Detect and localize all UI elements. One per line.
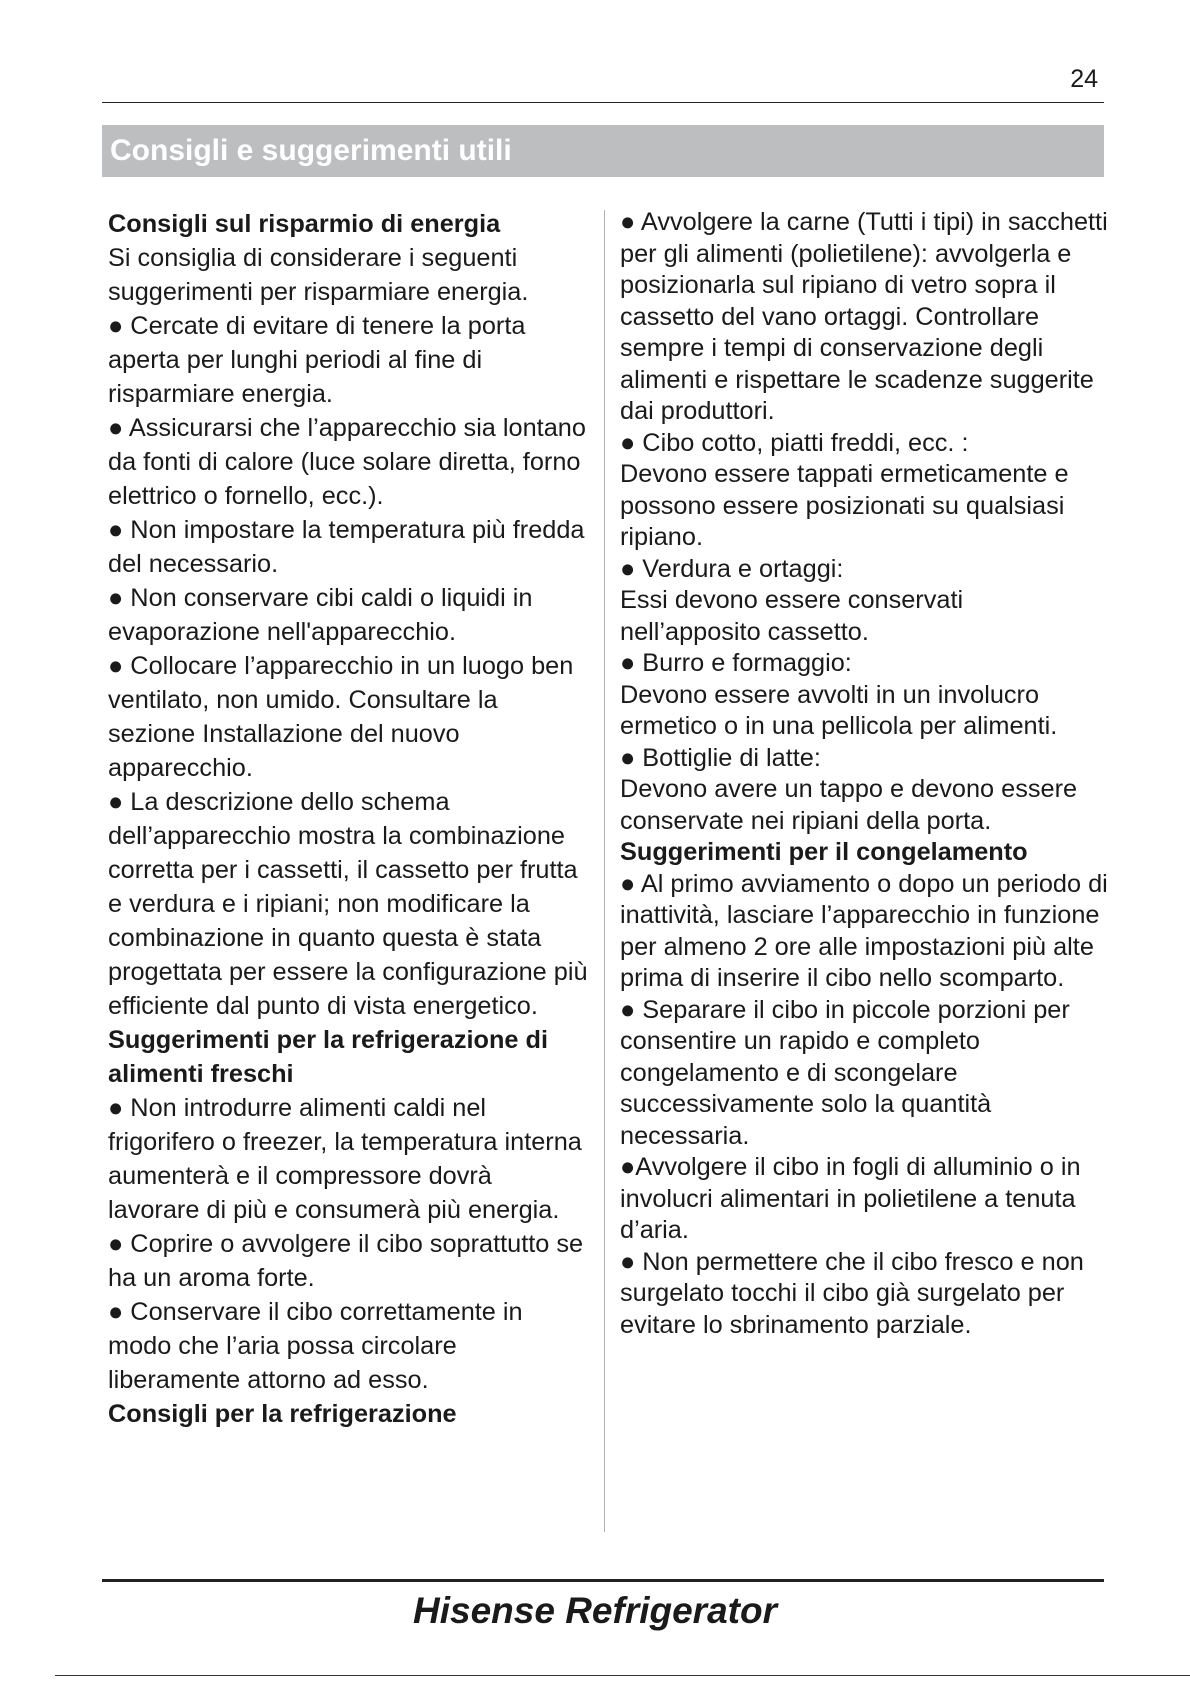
bullet-item: ●Avvolgere il cibo in fogli di alluminio o in involucri alimentari in polietilene a tenuta d’aria. [620,1153,1081,1244]
paragraph: Devono avere un tappo e devono essere conservate nei ripiani della porta. [620,775,1078,835]
paragraph: Essi devono essere conservati nell’apposito cassetto. [620,586,964,646]
bullet-item: ● Cercate di evitare di tenere la porta aperta per lunghi periodi al fine di risparmiare energia. [108,312,526,408]
bullet-item: ● Bottiglie di latte: [620,743,821,772]
bullet-item: ● Non introdurre alimenti caldi nel frigorifero o freezer, la temperatura interna aumenterà e il compressore dovrà lavorare di più e consumerà più energia. [108,1094,582,1224]
sub-heading: Consigli per la refrigerazione [108,1400,457,1428]
bullet-item: ● La descrizione dello schema dell’apparecchio mostra la combinazione corretta per i cassetti, il cassetto per frutta e verdura e i ripiani; non modificare la combinazione in quanto questa è stata progettata per essere la configurazione più efficiente dal punto di vista energetico. [108,788,588,1020]
section-title: Consigli e suggerimenti utili [102,125,1104,177]
bullet-item: ● Non permettere che il cibo fresco e non surgelato tocchi il cibo già surgelato per evitare lo sbrinamento parziale. [620,1247,1084,1339]
right-column [620,207,1110,1341]
bullet-item: ● Coprire o avvolgere il cibo soprattutto se ha un aroma forte. [108,1230,584,1292]
column-divider [604,210,605,1532]
sub-heading: Consigli sul risparmio di energia [108,210,501,238]
bullet-item: ● Non impostare la temperatura più fredda del necessario. [108,516,585,578]
sub-heading: Suggerimenti per la refrigerazione di alimenti freschi [108,1026,548,1088]
footer-divider [102,1579,1104,1582]
bullet-item: ● Separare il cibo in piccole porzioni per consentire un rapido e completo congelamento e di scongelare successivamente solo la quantità necessaria. [620,995,1070,1150]
bullet-item: ● Al primo avviamento o dopo un periodo di inattività, lasciare l’apparecchio in funzione per almeno 2 ore alle impostazioni più alte prima di inserire il cibo nello scomparto. [620,869,1108,992]
bullet-item: ● Cibo cotto, piatti freddi, ecc. : [620,428,969,457]
bullet-item: ● Non conservare cibi caldi o liquidi in evaporazione nell'apparecchio. [108,584,533,646]
page-bottom-rule [55,1675,1190,1676]
paragraph: Devono essere avvolti in un involucro ermetico o in una pellicola per alimenti. [620,680,1058,740]
page-number: 24 [1070,65,1098,93]
bullet-item: ● Assicurarsi che l’apparecchio sia lontano da fonti di calore (luce solare diretta, forno elettrico o fornello, ecc.). [108,414,586,510]
sub-heading: Suggerimenti per il congelamento [620,838,1028,866]
bullet-item: ● Conservare il cibo correttamente in modo che l’aria possa circolare liberamente attorno ad esso. [108,1298,523,1394]
header-divider [102,102,1104,103]
bullet-item: ● Burro e formaggio: [620,649,852,677]
left-column [108,207,588,1431]
paragraph: Si consiglia di considerare i seguenti suggerimenti per risparmiare energia. [108,244,529,306]
bullet-item: ● Collocare l’apparecchio in un luogo ben ventilato, non umido. Consultare la sezione Installazione del nuovo apparecchio. [108,652,574,782]
brand-footer: Hisense Refrigerator [413,1590,777,1631]
paragraph: Devono essere tappati ermeticamente e possono essere posizionati su qualsiasi ripiano. [620,460,1069,551]
bullet-item: ● Verdura e ortaggi: [620,554,844,583]
bullet-item: ● Avvolgere la carne (Tutti i tipi) in sacchetti per gli alimenti (polietilene): avvolgerla e posizionarla sul ripiano di vetro sopra il cassetto del vano ortaggi. Controllare sempre i tempi di conservazione degli alimenti e rispettare le scadenze suggerite dai produttori. [620,208,1108,425]
